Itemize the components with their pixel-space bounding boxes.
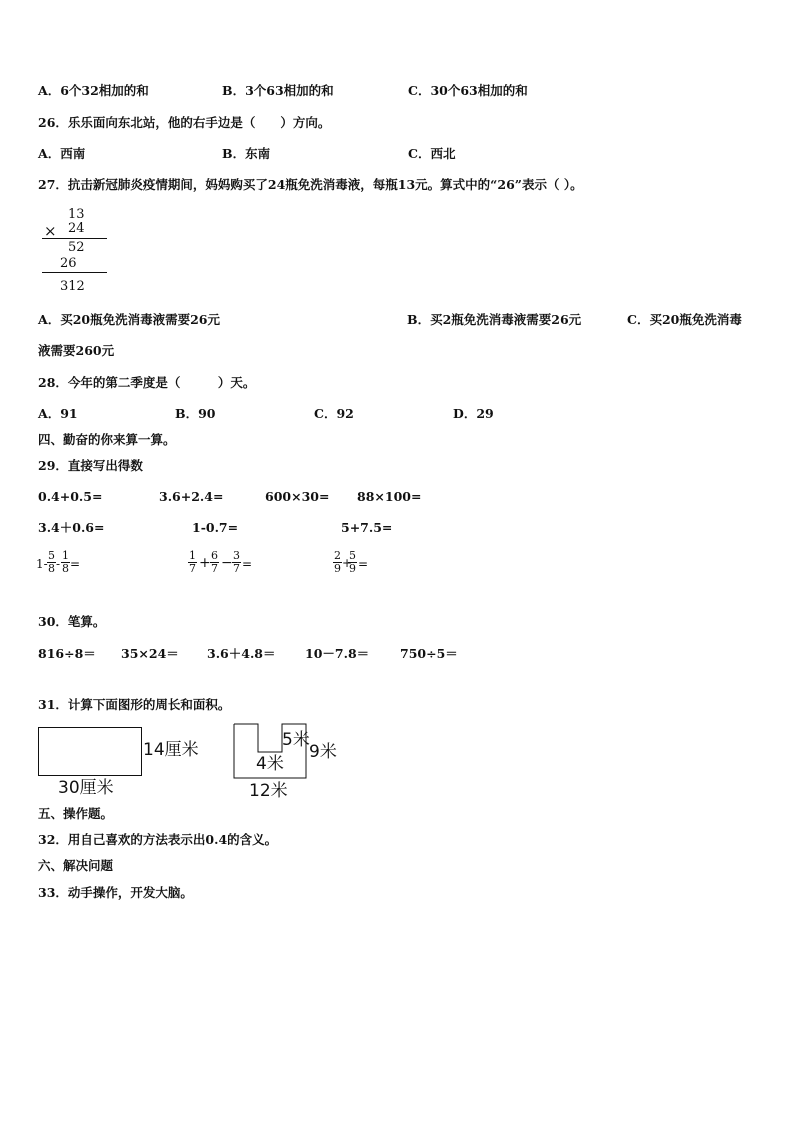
times-sign: ×: [44, 222, 57, 240]
rectangle-shape: [38, 727, 142, 776]
section-4-heading: 四、勤奋的你来算一算。: [38, 432, 176, 447]
f1-eq: =: [70, 557, 81, 571]
calc-rule-2: [42, 272, 107, 273]
f2-op2: −: [221, 555, 233, 571]
q28-stem: 28．今年的第二季度是（ ）天。: [38, 375, 256, 390]
q28-option-b: B．90: [175, 406, 216, 421]
rect-height-label: 14厘米: [143, 740, 199, 760]
calc-top: 13: [68, 207, 85, 222]
f1-fraction-a: [47, 550, 56, 575]
f3-op: +: [342, 556, 353, 570]
calc-partial-1: 52: [68, 240, 85, 255]
q28-option-d: D．29: [453, 406, 494, 421]
q31-stem: 31．计算下面图形的周长和面积。: [38, 697, 231, 712]
f2-b-num: 6: [211, 549, 218, 562]
q27-option-a: A．买20瓶免洗消毒液需要26元: [38, 312, 220, 327]
section-6-heading: 六、解决问题: [38, 858, 114, 873]
f2-b-den: 7: [211, 562, 218, 575]
q29-r1-4: 88×100=: [357, 489, 422, 504]
q25-option-c: C．30个63相加的和: [408, 83, 528, 98]
q30-item-5: 750÷5＝: [400, 646, 458, 661]
f1-op: -: [56, 557, 61, 571]
f2-op1: +: [199, 555, 211, 571]
calc-rule-1: [42, 238, 107, 239]
shape-height-label: 9米: [309, 742, 337, 762]
rect-width-label: 30厘米: [58, 778, 114, 798]
q27-option-c-cont: 液需要260元: [38, 343, 115, 358]
calc-multiplier: 24: [68, 221, 85, 236]
f2-fraction-c: [232, 550, 241, 575]
f1-b-den: 8: [62, 562, 69, 575]
q30-item-3: 3.6＋4.8＝: [207, 646, 276, 661]
q26-option-a: A．西南: [38, 146, 86, 161]
q29-r2-3: 5+7.5=: [341, 520, 393, 535]
f2-a-num: 1: [189, 549, 196, 562]
f3-eq: =: [358, 557, 369, 571]
q26-stem: 26．乐乐面向东北站，他的右手边是（ ）方向。: [38, 115, 331, 130]
f2-c-num: 3: [233, 549, 240, 562]
f3-fraction-b: [348, 550, 357, 575]
f2-fraction-a: [188, 550, 197, 575]
q25-option-b: B．3个63相加的和: [222, 83, 334, 98]
calc-partial-2: 26: [60, 256, 77, 271]
q30-item-1: 816÷8＝: [38, 646, 96, 661]
f3-fraction-a: [333, 550, 342, 575]
f1-a-num: 5: [48, 549, 55, 562]
f3-a-num: 2: [334, 549, 341, 562]
q28-option-a: A．91: [38, 406, 78, 421]
q25-option-a: A．6个32相加的和: [38, 83, 149, 98]
q32-stem: 32．用自己喜欢的方法表示出0.4的含义。: [38, 832, 278, 847]
q30-stem: 30．笔算。: [38, 614, 106, 629]
f2-fraction-b: [210, 550, 219, 575]
f1-a-den: 8: [48, 562, 55, 575]
q29-r1-2: 3.6+2.4=: [159, 489, 224, 504]
q27-stem: 27．抗击新冠肺炎疫情期间，妈妈购买了24瓶免洗消毒液，每瓶13元。算式中的“26”表示（ ）。: [38, 177, 583, 192]
q29-r1-3: 600×30=: [265, 489, 330, 504]
q30-item-4: 10－7.8＝: [305, 646, 370, 661]
q27-option-b: B．买2瓶免洗消毒液需要26元: [407, 312, 582, 327]
notch-width-label: 5米: [282, 730, 310, 750]
f2-c-den: 7: [233, 562, 240, 575]
f3-b-num: 5: [349, 549, 356, 562]
f3-a-den: 9: [334, 562, 341, 575]
q29-r2-2: 1-0.7=: [192, 520, 239, 535]
f1-fraction-b: [61, 550, 70, 575]
q29-r2-1: 3.4＋0.6=: [38, 520, 105, 535]
q33-stem: 33．动手操作，开发大脑。: [38, 885, 193, 900]
shape-width-label: 12米: [249, 781, 288, 801]
notch-depth-label: 4米: [256, 754, 284, 774]
q29-r1-1: 0.4+0.5=: [38, 489, 103, 504]
q30-item-2: 35×24＝: [121, 646, 179, 661]
q26-option-c: C．西北: [408, 146, 456, 161]
q26-option-b: B．东南: [222, 146, 271, 161]
calc-result: 312: [60, 279, 85, 294]
section-5-heading: 五、操作题。: [38, 806, 114, 821]
f2-a-den: 7: [189, 562, 196, 575]
f2-eq: =: [242, 557, 253, 571]
q27-option-c: C．买20瓶免洗消毒: [627, 312, 742, 327]
f1-b-num: 1: [62, 549, 69, 562]
q28-option-c: C．92: [314, 406, 354, 421]
f3-b-den: 9: [349, 562, 356, 575]
q29-stem: 29．直接写出得数: [38, 458, 143, 473]
f1-lead: 1-: [36, 557, 48, 571]
